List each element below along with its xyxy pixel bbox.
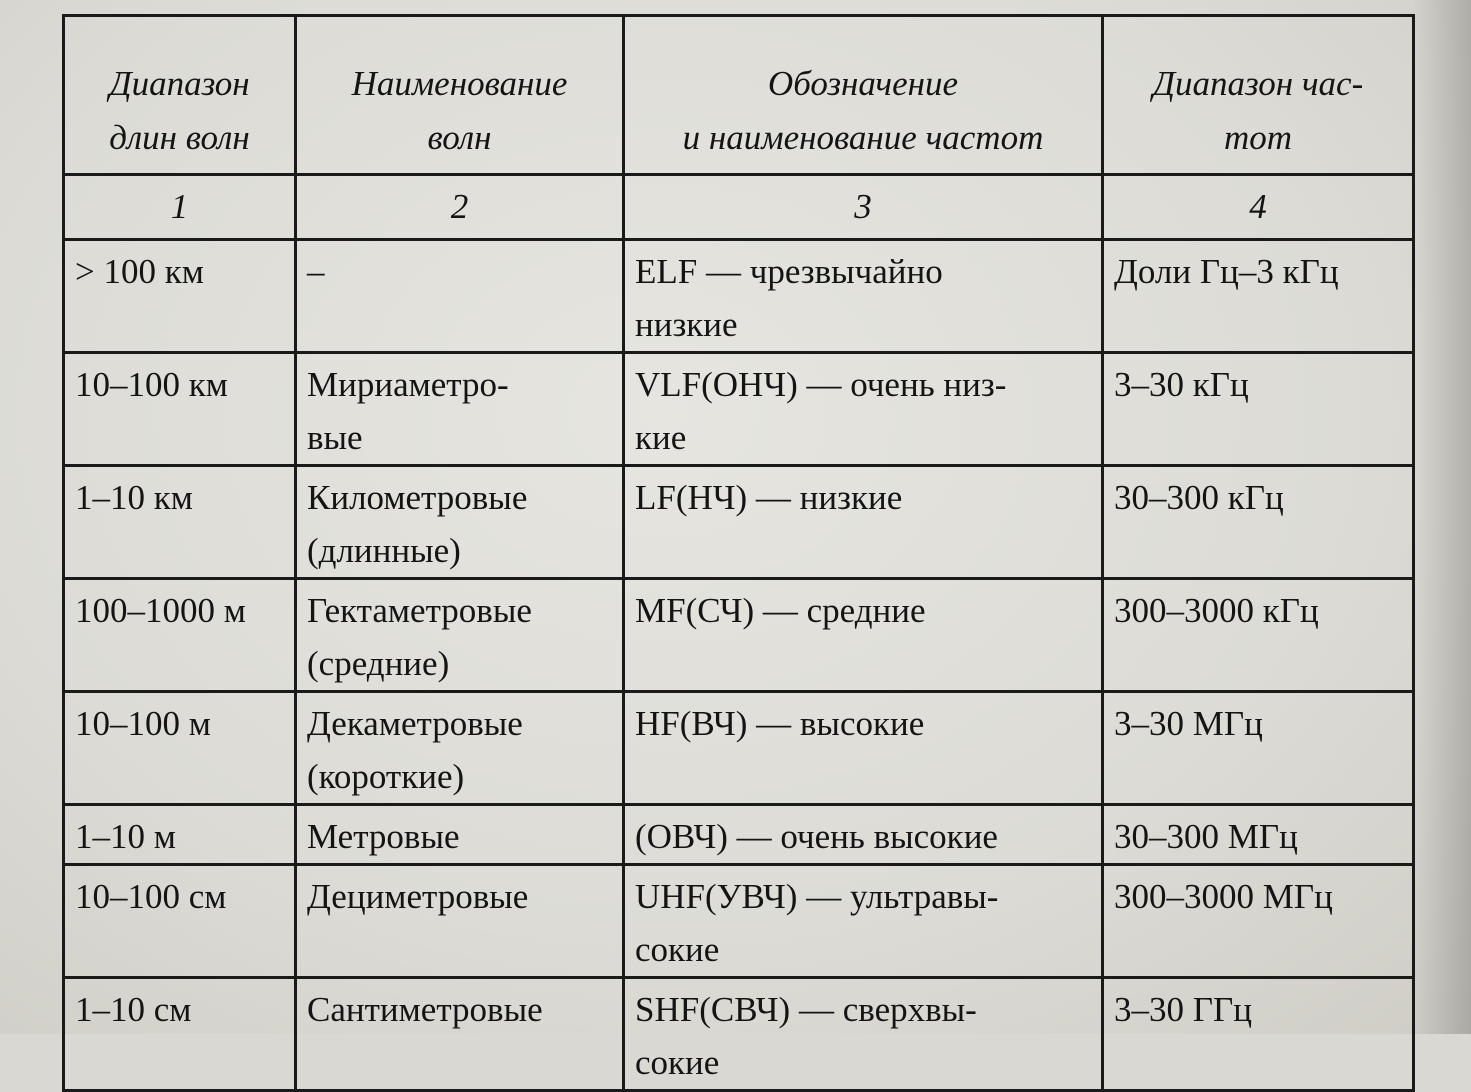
cell-frequency-designation: UHF(УВЧ) — ультравы- сокие — [624, 865, 1103, 978]
table-row — [64, 579, 1414, 692]
cell-wave-name: Гектаметровые (средние) — [296, 579, 624, 692]
cell-frequency-designation: HF(ВЧ) — высокие — [624, 692, 1103, 805]
cell-frequency-designation: ELF — чрезвычайно низкие — [624, 240, 1103, 353]
cell-wave-name: Мириаметро- вые — [296, 353, 624, 466]
cell-frequency-designation: SHF(СВЧ) — сверхвы- сокие — [624, 978, 1103, 1091]
column-number: 1 — [64, 175, 296, 240]
header-wavelength-range: Диапазон длин волн — [64, 16, 296, 175]
cell-frequency-range: 30–300 кГц — [1103, 466, 1414, 579]
table-row — [64, 978, 1414, 1091]
cell-frequency-range: 30–300 МГц — [1103, 805, 1414, 865]
cell-wavelength-range: 10–100 м — [64, 692, 296, 805]
column-number: 2 — [296, 175, 624, 240]
cell-frequency-designation: LF(НЧ) — низкие — [624, 466, 1103, 579]
cell-wave-name: Дециметровые — [296, 865, 624, 978]
header-row — [64, 16, 1414, 175]
cell-frequency-range: 300–3000 кГц — [1103, 579, 1414, 692]
column-number: 3 — [624, 175, 1103, 240]
table-row — [64, 805, 1414, 865]
cell-wave-name: Декаметровые (короткие) — [296, 692, 624, 805]
table-row — [64, 466, 1414, 579]
cell-wavelength-range: 1–10 см — [64, 978, 296, 1091]
header-frequency-range: Диапазон час- тот — [1103, 16, 1414, 175]
table-row — [64, 692, 1414, 805]
cell-frequency-designation: (ОВЧ) — очень высокие — [624, 805, 1103, 865]
cell-wavelength-range: 1–10 м — [64, 805, 296, 865]
cell-wave-name: Сантиметровые — [296, 978, 624, 1091]
cell-frequency-range: 3–30 МГц — [1103, 692, 1414, 805]
table-row — [64, 240, 1414, 353]
frequency-bands-table — [62, 14, 1415, 1092]
page-edge-shadow — [1411, 0, 1471, 1034]
cell-wavelength-range: 1–10 км — [64, 466, 296, 579]
cell-frequency-designation: MF(СЧ) — средние — [624, 579, 1103, 692]
cell-wave-name: Километровые (длинные) — [296, 466, 624, 579]
cell-frequency-range: Доли Гц–3 кГц — [1103, 240, 1414, 353]
cell-wavelength-range: > 100 км — [64, 240, 296, 353]
cell-wavelength-range: 10–100 км — [64, 353, 296, 466]
cell-frequency-range: 3–30 ГГц — [1103, 978, 1414, 1091]
table-row — [64, 865, 1414, 978]
cell-wavelength-range: 100–1000 м — [64, 579, 296, 692]
cell-wave-name: – — [296, 240, 624, 353]
table-row — [64, 353, 1414, 466]
header-frequency-designation: Обозначение и наименование частот — [624, 16, 1103, 175]
column-number: 4 — [1103, 175, 1414, 240]
cell-wavelength-range: 10–100 см — [64, 865, 296, 978]
column-number-row — [64, 175, 1414, 240]
cell-frequency-designation: VLF(ОНЧ) — очень низ- кие — [624, 353, 1103, 466]
cell-frequency-range: 3–30 кГц — [1103, 353, 1414, 466]
cell-wave-name: Метровые — [296, 805, 624, 865]
cell-frequency-range: 300–3000 МГц — [1103, 865, 1414, 978]
header-wave-name: Наименование волн — [296, 16, 624, 175]
